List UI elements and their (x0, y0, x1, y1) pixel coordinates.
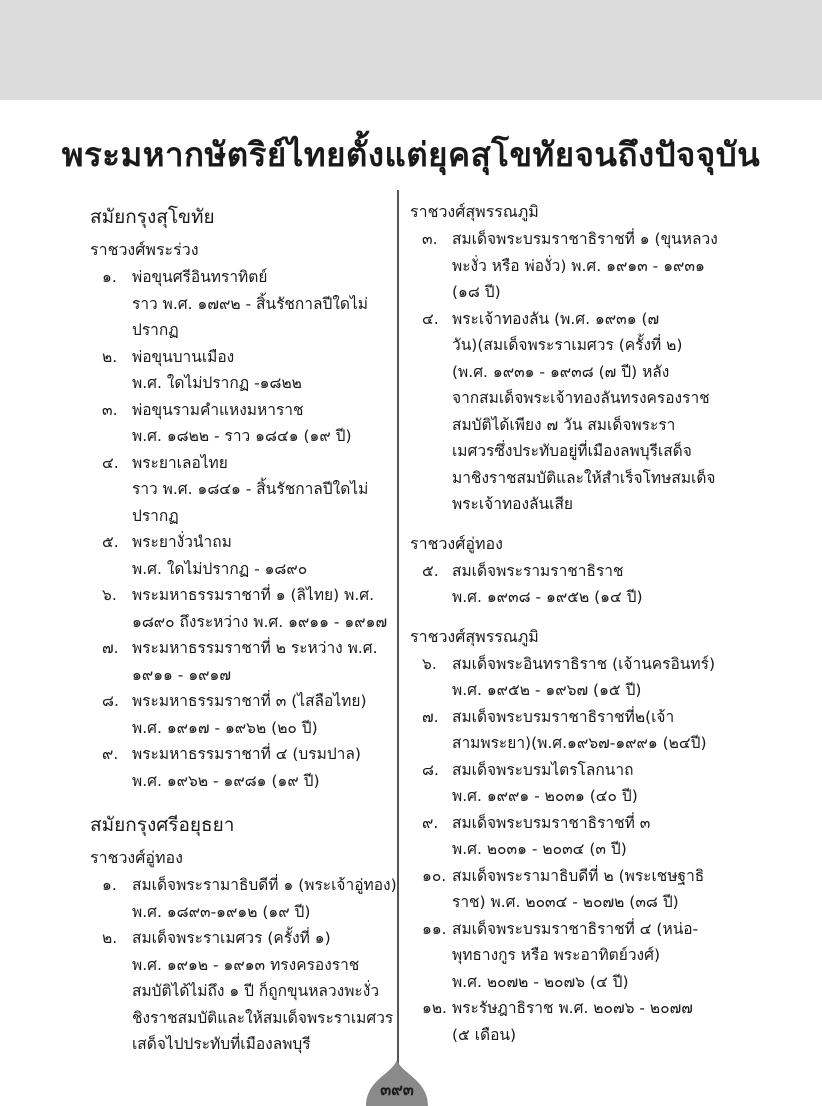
dynasty-heading-uthong: ราชวงศ์อู่ทอง (90, 848, 183, 867)
item-detail: พ.ศ. ๑๙๕๒ - ๑๙๖๗ (๑๕ ปี) (452, 681, 642, 699)
entry-list-ayutthaya (90, 872, 397, 1058)
item-number: ๓. (102, 400, 118, 419)
list-item (90, 925, 394, 1058)
dynasty-heading-uthong-2: ราชวงศ์อู่ทอง (410, 533, 503, 553)
item-detail: เมศวรซึ่งประทับอยู่ที่เมืองลพบุรีเสด็จ (452, 442, 692, 460)
item-name: สมเด็จพระบรมไตรโลกนาถ (452, 760, 634, 779)
item-detail: พุทธางกูร หรือ พระอาทิตย์วงศ์) (452, 946, 660, 964)
item-detail: วัน)(สมเด็จพระราเมศวร (ครั้งที่ ๒) (452, 336, 683, 354)
item-number: ๔. (102, 453, 119, 472)
item-detail: สมบัติได้ไม่ถึง ๑ ปี ก็ถูกขุนหลวงพะงั่ว (132, 982, 380, 1000)
item-name: สมเด็จพระบรมราชาธิราชที่๒(เจ้า (452, 707, 675, 726)
dynasty-heading-suphannaphum: ราชวงศ์สุพรรณภูมิ (410, 202, 539, 221)
item-number: ๑๒. (422, 999, 447, 1017)
item-number: ๖. (102, 586, 117, 604)
header-band (0, 0, 822, 100)
item-number: ๙. (422, 813, 439, 832)
item-detail: เสด็จไปประทับที่เมืองลพบุรี (132, 1035, 311, 1053)
list-item (410, 916, 710, 996)
list-item (90, 450, 390, 530)
item-detail: พ.ศ. ๒๐๓๑ - ๒๐๓๔ (๓ ปี) (452, 840, 627, 858)
item-name: พระเจ้าทองลัน (พ.ศ. ๑๙๓๑ (๗ (452, 309, 660, 328)
item-detail: พ.ศ. ๑๙๖๒ - ๑๙๘๑ (๑๙ ปี) (132, 771, 320, 790)
item-detail: พ.ศ. ใดไม่ปรากฏ -๑๘๒๒ (132, 374, 302, 392)
item-detail: มาชิงราชสมบัติและให้สำเร็จโทษสมเด็จ (452, 468, 716, 487)
list-item (90, 344, 390, 397)
item-number: ๙. (102, 745, 119, 763)
list-item (410, 757, 710, 810)
item-number: ๑๐. (422, 866, 447, 885)
item-detail: ราว พ.ศ. ๑๗๙๒ - สิ้นรัชกาลปีใดไม่ (132, 294, 368, 313)
item-detail: พ.ศ. ๑๙๑๗ - ๑๙๖๒ (๒๐ ปี) (132, 718, 318, 737)
list-item (410, 226, 718, 306)
item-name: สมเด็จพระรามาธิบดีที่ ๑ (พระเจ้าอู่ทอง) (132, 876, 397, 894)
item-number: ๘. (422, 760, 439, 779)
list-item (410, 306, 716, 518)
item-detail: พ.ศ. ๑๙๓๘ - ๑๙๕๒ (๑๔ ปี) (452, 588, 643, 606)
item-name: พระยางั่วนำถม (132, 533, 232, 551)
item-number: ๖. (422, 654, 437, 673)
list-item (90, 397, 390, 450)
item-name: สมเด็จพระรามราชาธิราช (452, 561, 624, 580)
item-name: สมเด็จพระบรมราชาธิราชที่ ๔ (หน่อ- (452, 919, 699, 938)
item-detail: ราช) พ.ศ. ๒๐๓๔ - ๒๐๗๒ (๓๘ ปี) (452, 893, 679, 911)
item-name: สมเด็จพระบรมราชาธิราชที่ ๑ (ขุนหลวง (452, 230, 718, 248)
item-name: พ่อขุนรามคำแหงมหาราช (132, 400, 304, 419)
item-detail: พระเจ้าทองลันเสีย (452, 495, 573, 513)
list-item (410, 704, 710, 757)
item-number: ๗. (102, 639, 119, 657)
right-column (410, 196, 718, 1048)
item-name: พระยาเลอไทย (132, 453, 228, 472)
item-detail: พ.ศ. ใดไม่ปรากฏ - ๑๘๙๐ (132, 559, 308, 578)
page-title: พระมหากษัตริย์ไทยตั้งแต่ยุคสุโขทัยจนถึงปัจจุบัน (61, 135, 761, 174)
item-number: ๘. (102, 692, 119, 710)
item-name: พ่อขุนศรีอินทราทิตย์ (132, 268, 268, 286)
item-detail: พ.ศ. ๑๙๑๒ - ๑๙๑๓ ทรงครองราช (132, 955, 360, 974)
item-detail: (๕ เดือน) (452, 1025, 517, 1044)
list-item (410, 558, 710, 611)
item-name: พระมหาธรรมราชาที่ ๓ (ไสลือไทย) (132, 692, 367, 710)
entry-list-suphannaphum-1 (410, 226, 718, 518)
item-detail: (๑๘ ปี) (452, 283, 501, 301)
item-number: ๓. (422, 230, 438, 248)
item-number: ๗. (422, 707, 439, 726)
item-detail: พ.ศ. ๑๘๙๓-๑๙๑๒ (๑๙ ปี) (132, 902, 311, 921)
list-item (90, 582, 390, 635)
list-item (410, 651, 715, 704)
list-item (90, 688, 390, 741)
era-heading-ayutthaya: สมัยกรุงศรีอยุธยา (90, 814, 235, 836)
list-item (90, 529, 390, 582)
left-column (90, 196, 397, 1058)
list-item (90, 264, 390, 344)
item-number: ๒. (102, 929, 118, 947)
list-item (90, 741, 390, 794)
item-detail: สมบัติได้เพียง ๗ วัน สมเด็จพระรา (452, 415, 676, 434)
list-item (410, 995, 710, 1048)
item-number: ๑. (102, 876, 117, 894)
item-detail: ราว พ.ศ. ๑๘๔๑ - สิ้นรัชกาลปีใดไม่ (132, 480, 369, 498)
entry-list-suphannaphum-2 (410, 651, 715, 1049)
item-detail: (พ.ศ. ๑๙๓๑ - ๑๙๓๘ (๗ ปี) หลัง (452, 362, 670, 381)
item-detail: ชิงราชสมบัติและให้สมเด็จพระราเมศวร (132, 1008, 394, 1027)
item-number: ๑๑. (422, 919, 447, 938)
item-detail: พะงั่ว หรือ พ่องั่ว) พ.ศ. ๑๙๑๓ - ๑๙๓๑ (452, 256, 705, 275)
item-number: ๒. (102, 347, 118, 366)
item-name: พระมหาธรรมราชาที่ ๔ (บรมปาล) (132, 745, 361, 763)
item-name: สมเด็จพระรามาธิบดีที่ ๒ (พระเชษฐาธิ (452, 866, 705, 885)
item-detail: ๑๘๙๐ ถึงระหว่าง พ.ศ. ๑๙๑๑ - ๑๙๑๗ (132, 612, 388, 631)
item-number: ๕. (102, 533, 119, 551)
item-detail: พ.ศ. ๑๙๙๑ - ๒๐๓๑ (๔๐ ปี) (452, 787, 638, 805)
column-divider (397, 190, 399, 1070)
list-item (90, 635, 390, 688)
item-detail: ปรากฏ (132, 506, 179, 525)
item-name: สมเด็จพระบรมราชาธิราชที่ ๓ (452, 813, 651, 832)
dynasty-heading-phra-ruang: ราชวงศ์พระร่วง (90, 240, 199, 259)
item-name: พ่อขุนบานเมือง (132, 347, 235, 366)
item-detail: พ.ศ. ๑๘๒๒ - ราว ๑๘๔๑ (๑๙ ปี) (132, 427, 352, 445)
item-detail: พ.ศ. ๒๐๗๒ - ๒๐๗๖ (๔ ปี) (452, 972, 629, 991)
item-detail: สามพระยา)(พ.ศ.๑๙๖๗-๑๙๙๑ (๒๔ปี) (452, 734, 707, 752)
item-name: สมเด็จพระราเมศวร (ครั้งที่ ๑) (132, 929, 331, 947)
list-item (90, 872, 397, 925)
item-name: พระมหาธรรมราชาที่ ๒ ระหว่าง พ.ศ. (132, 639, 378, 657)
item-number: ๔. (422, 309, 439, 328)
entry-list-uthong (410, 558, 710, 611)
entry-list-sukhothai (90, 264, 390, 794)
item-detail: จากสมเด็จพระเจ้าทองลันทรงครองราช (452, 389, 710, 407)
dynasty-heading-suphannaphum-2: ราชวงศ์สุพรรณภูมิ (410, 626, 539, 646)
item-name: พระรัษฎาธิราช พ.ศ. ๒๐๗๖ - ๒๐๗๗ (452, 999, 693, 1017)
item-name: สมเด็จพระอินทราธิราช (เจ้านครอินทร์) (452, 654, 715, 673)
page-number: ๓๙๓ (380, 1080, 414, 1099)
item-name: พระมหาธรรมราชาที่ ๑ (ลิไทย) พ.ศ. (132, 586, 375, 604)
list-item (410, 863, 710, 916)
list-item (410, 810, 710, 863)
item-number: ๑. (102, 268, 117, 286)
era-heading-sukhothai: สมัยกรุงสุโขทัย (90, 206, 215, 228)
item-detail: ๑๙๑๑ - ๑๙๑๗ (132, 665, 232, 684)
item-number: ๕. (422, 561, 439, 580)
item-detail: ปรากฏ (132, 321, 179, 339)
